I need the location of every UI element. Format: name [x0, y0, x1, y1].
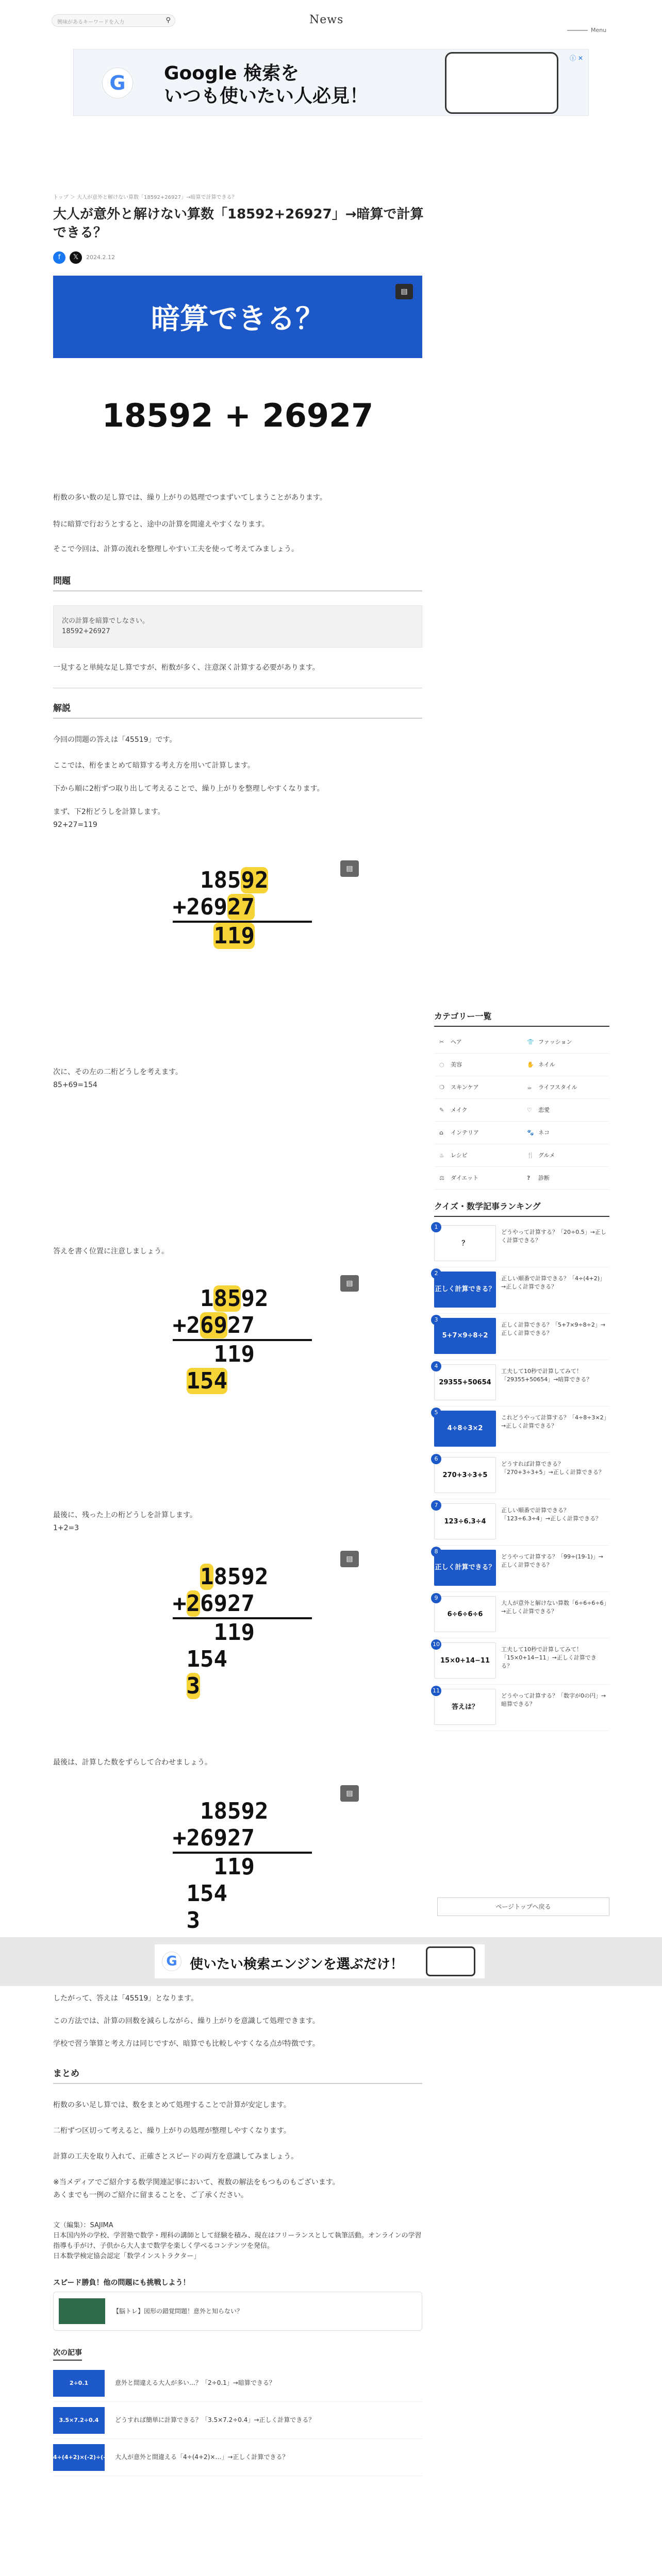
calc-row-r1: 119 — [213, 923, 255, 949]
calc-row-b: +26927 — [173, 894, 312, 923]
category-item[interactable] — [522, 1076, 609, 1099]
share-row — [53, 251, 119, 264]
ranking-title: クイズ・数学記事ランキング — [434, 1200, 609, 1217]
category-icon: ❍ — [439, 1084, 444, 1091]
rank-thumb: 5+7×9÷8÷2 — [434, 1318, 496, 1354]
calc-row-r2: 154 — [173, 1646, 227, 1672]
ranking-item[interactable] — [434, 1453, 609, 1499]
category-icon: ⚖ — [439, 1175, 444, 1181]
ad-line-2: いつも使いたい人必見！ — [164, 86, 369, 107]
calc-row-a: 18592 — [173, 867, 269, 893]
ranking-item[interactable] — [434, 1685, 609, 1731]
ranking-item[interactable] — [434, 1592, 609, 1638]
google-g-icon: G — [102, 67, 133, 98]
speed-title: スピード勝負！他の問題にも挑戦しよう！ — [53, 2279, 190, 2287]
category-icon: ⌂ — [439, 1129, 443, 1136]
facebook-icon[interactable]: f — [53, 251, 65, 264]
comment-icon[interactable]: ▤ — [340, 1785, 359, 1802]
page-title: 大人が意外と解けない算数「18592+26927」→暗算で計算できる？ — [53, 207, 424, 241]
ranking-item[interactable] — [434, 1267, 609, 1314]
calc-row-b: +26927 — [173, 1590, 312, 1619]
answer-4: まず、下2桁どうしを計算します。 — [53, 808, 165, 816]
category-item[interactable] — [434, 1122, 522, 1144]
category-item[interactable] — [522, 1031, 609, 1054]
summary-note-2: あくまでも一例のご紹介に留まることを、ご了承ください。 — [53, 2191, 248, 2199]
category-item[interactable] — [522, 1144, 609, 1167]
category-item[interactable] — [434, 1076, 522, 1099]
ranking-item[interactable] — [434, 1638, 609, 1685]
category-label: 美容 — [451, 1061, 462, 1068]
ranking-item[interactable] — [434, 1221, 609, 1267]
calc-row-r3: 3 — [186, 1673, 200, 1699]
calc-row-b: +26927 — [173, 1825, 312, 1854]
rank-text: 大人が意外と解けない算数「6÷6÷6÷6」→正しく計算できる？ — [501, 1600, 607, 1615]
breadcrumb[interactable]: トップ ＞ 大人が意外と解けない算数「18592+26927」→暗算で計算できる？ — [53, 195, 237, 200]
intro-2: 特に暗算で行おうとすると、途中の計算を間違えやすくなります。 — [53, 520, 269, 529]
answer-3: 下から順に2桁ずつ取り出して考えることで、繰り上がりを整理しやすくなります。 — [53, 785, 324, 793]
rank-thumb: 29355+50654 — [434, 1364, 496, 1400]
rank-text: これどうやって計算する？「4÷8÷3×2」→正しく計算できる？ — [501, 1414, 607, 1429]
speed-card[interactable] — [53, 2292, 422, 2331]
rank-thumb: 正しく計算できる？ — [434, 1550, 496, 1586]
problem-display: 18592 + 26927 — [102, 397, 374, 434]
rank-text: どうすれば計算できる？「270+3÷3+5」→正しく計算できる？ — [501, 1461, 604, 1476]
answer-5: 92+27=119 — [53, 821, 97, 829]
rank-text: どうやって計算する？「20÷0.5」→正しく計算できる？ — [501, 1229, 606, 1244]
rank-thumb: 270+3÷3+5 — [434, 1457, 496, 1493]
ad-headline: 使いたい検索エンジンを選ぶだけ！ — [190, 1957, 404, 1972]
step5: 最後は、計算した数をずらして合わせましょう。 — [53, 1758, 212, 1767]
column-calc-1 — [173, 867, 312, 950]
comment-icon[interactable]: ▤ — [340, 1275, 359, 1292]
category-label: ネイル — [538, 1061, 555, 1068]
hero-text: 暗算できる？ — [151, 302, 324, 336]
next-thumb: 4÷(4+2)×(-2)÷(-2) — [53, 2444, 105, 2471]
author-cert: 日本数学検定協会認定「数学インストラクター」 — [53, 2252, 201, 2260]
category-item[interactable] — [434, 1167, 522, 1190]
menu-button[interactable] — [567, 27, 606, 33]
comment-icon[interactable]: ▤ — [340, 860, 359, 877]
search-icon[interactable]: ⚲ — [166, 16, 171, 24]
intro-1: 桁数の多い数の足し算では、繰り上がりの処理でつまずいてしまうことがあります。 — [53, 494, 327, 502]
ad-info-icon[interactable]: ⓘ ✕ — [570, 55, 583, 62]
menu-label: Menu — [591, 27, 607, 33]
speed-card-text: 【脳トレ】図形の錯覚問題！意外と知らない？ — [113, 2308, 243, 2315]
hero-image — [53, 276, 422, 358]
rank-number: 11 — [431, 1686, 441, 1696]
publish-date: 2024.2.12 — [86, 254, 115, 261]
conclusion-1: したがって、答えは「45519」となります。 — [53, 1994, 198, 2003]
conclusion-3: 学校で習う筆算と考え方は同じですが、暗算でも比較しやすくなる点が特徴です。 — [53, 2040, 320, 2048]
category-icon: ✎ — [439, 1107, 444, 1113]
column-calc-3 — [173, 1564, 312, 1700]
next-item[interactable] — [53, 2439, 422, 2476]
category-label: 診断 — [538, 1175, 550, 1181]
category-icon: ☕ — [527, 1084, 532, 1091]
ranking-item[interactable] — [434, 1546, 609, 1592]
ranking-item[interactable] — [434, 1360, 609, 1406]
rank-text: どうやって計算する？「99÷(19-1)」→正しく計算できる？ — [501, 1553, 603, 1568]
category-icon: ✂ — [439, 1039, 444, 1045]
next-text: どうすれば簡単に計算できる？「3.5×7.2÷0.4」→正しく計算できる？ — [115, 2416, 315, 2424]
category-icon: ? — [527, 1175, 531, 1181]
site-logo[interactable]: News — [309, 13, 344, 26]
ranking-item[interactable] — [434, 1314, 609, 1360]
category-item[interactable] — [434, 1031, 522, 1054]
author-info — [53, 2221, 422, 2262]
next-item[interactable] — [53, 2402, 422, 2439]
ranking-item[interactable] — [434, 1499, 609, 1546]
search-input[interactable] — [52, 14, 175, 27]
ad-headline — [164, 62, 368, 108]
category-label: メイク — [451, 1107, 468, 1113]
rank-text: 工夫して10秒で計算してみて！「15×0+14−11」→正しく計算できる？ — [501, 1646, 597, 1669]
problem-expression: 18592+26927 — [62, 628, 110, 635]
category-label: ダイエット — [451, 1175, 479, 1181]
rank-number: 6 — [431, 1454, 441, 1464]
category-label: 恋愛 — [538, 1107, 550, 1113]
menu-icon — [567, 30, 588, 31]
calc-row-a: 18592 — [173, 1798, 269, 1824]
next-item[interactable] — [53, 2365, 422, 2402]
category-label: グルメ — [538, 1152, 555, 1159]
speed-thumb — [59, 2298, 105, 2324]
answer-2: ここでは、桁をまとめて暗算する考え方を用いて計算します。 — [53, 761, 255, 770]
category-icon: ♡ — [527, 1107, 532, 1113]
category-label: スキンケア — [451, 1084, 479, 1091]
author-bio: 日本国内外の学校、学習塾で数学・理科の講師として経験を積み、現在はフリーランスとして執筆活動。オンラインの学習指導も手がけ、子供から大人まで数学を楽しく学べるコンテンツを発信。 — [53, 2232, 422, 2250]
category-icon: 🐾 — [527, 1129, 534, 1136]
category-label: ヘア — [451, 1039, 462, 1045]
rank-text: 正しい順番で計算できる？「123÷6.3÷4」→正しく計算できる？ — [501, 1507, 602, 1522]
search-placeholder: 興味があるキーワードを入力 — [57, 20, 124, 25]
category-item[interactable] — [522, 1054, 609, 1076]
top-ad-banner[interactable] — [73, 49, 589, 116]
rank-number: 5 — [431, 1408, 441, 1418]
comment-icon[interactable]: ▤ — [340, 1551, 359, 1567]
rank-number: 9 — [431, 1593, 441, 1603]
column-calc-4 — [173, 1798, 312, 1934]
calc-row-r1: 119 — [173, 1341, 255, 1367]
heading-problem: 問題 — [53, 573, 422, 591]
calc-row-r1: 119 — [173, 1619, 255, 1646]
rank-thumb: 正しく計算できる？ — [434, 1272, 496, 1308]
rank-thumb: 123÷6.3÷4 — [434, 1503, 496, 1539]
category-label: ファッション — [538, 1039, 572, 1045]
category-icon: 👕 — [527, 1039, 534, 1045]
rank-text: どうやって計算する？「数字が0の円」→暗算できる？ — [501, 1692, 606, 1707]
category-label: ライフスタイル — [538, 1084, 577, 1091]
summary-note-1: ※当メディアでご紹介する数学関連記事において、複数の解法をもつものもございます。 — [53, 2178, 340, 2187]
rank-number: 2 — [431, 1268, 441, 1279]
comment-icon[interactable]: ▤ — [395, 284, 413, 299]
calc-row-a: 18592 — [200, 1564, 269, 1590]
author-name: 文（編集）：SAJIMA — [53, 2222, 113, 2229]
calc-row-r3: 3 — [173, 1907, 200, 1934]
next-thumb: 2÷0.1 — [53, 2370, 105, 2397]
column-calc-2 — [173, 1285, 312, 1395]
problem-box — [53, 605, 422, 648]
rank-thumb: 答えは？ — [434, 1689, 496, 1725]
rank-number: 3 — [431, 1315, 441, 1325]
category-label: ネコ — [538, 1129, 550, 1136]
category-icon: ♨ — [439, 1152, 444, 1159]
summary-2: 二桁ずつ区切って考えると、繰り上がりの処理が整理しやすくなります。 — [53, 2127, 291, 2135]
category-item[interactable] — [522, 1122, 609, 1144]
sidebar — [434, 1010, 609, 1731]
rank-text: 正しく計算できる？「5+7×9÷8÷2」→正しく計算できる？ — [501, 1321, 606, 1336]
category-label: インテリア — [451, 1129, 479, 1136]
calc-row-r1: 119 — [173, 1854, 255, 1880]
step4-1: 最後に、残った上の桁どうしを計算します。 — [53, 1511, 197, 1519]
ad-line-1: Google 検索を — [164, 63, 300, 84]
next-text: 意外と間違える大人が多い…？「2÷0.1」→暗算できる？ — [115, 2379, 275, 2386]
next-text: 大人が意外と間違える「4÷(4+2)×…」→正しく計算できる？ — [115, 2453, 289, 2461]
step3: 答えを書く位置に注意しましょう。 — [53, 1247, 169, 1256]
calc-row-b: +26927 — [173, 1312, 312, 1341]
rank-text: 工夫して10秒で計算してみて！「29355+50654」→暗算できる？ — [501, 1368, 592, 1383]
page-top-button[interactable]: ページトップへ戻る — [437, 1897, 609, 1916]
category-icon: ◌ — [439, 1061, 444, 1068]
ad-box[interactable] — [155, 1944, 485, 1978]
rank-thumb: 6÷6÷6÷6 — [434, 1596, 496, 1632]
next-thumb: 3.5×7.2÷0.4 — [53, 2407, 105, 2434]
problem-instruction: 次の計算を暗算でしなさい。 — [62, 617, 150, 625]
heading-answer: 解説 — [53, 701, 422, 719]
step2-2: 85+69=154 — [53, 1081, 97, 1089]
category-item[interactable] — [434, 1099, 522, 1122]
phone-image — [445, 52, 558, 114]
category-item[interactable] — [522, 1099, 609, 1122]
category-icon: 🍴 — [527, 1152, 534, 1159]
rank-number: 1 — [431, 1222, 441, 1232]
calc-row-r2: 154 — [186, 1368, 227, 1394]
intro-3: そこで今回は、計算の流れを整理しやすい工夫を使って考えてみましょう。 — [53, 545, 299, 553]
summary-1: 桁数の多い足し算では、数をまとめて処理することで計算が安定します。 — [53, 2101, 291, 2109]
phone-image — [426, 1946, 475, 1976]
category-grid — [434, 1031, 609, 1190]
rank-thumb: 4÷8÷3×2 — [434, 1411, 496, 1447]
category-item[interactable] — [434, 1144, 522, 1167]
rank-thumb: 15×0+14−11 — [434, 1642, 496, 1679]
category-icon: ✋ — [527, 1061, 534, 1068]
category-item[interactable] — [434, 1054, 522, 1076]
rank-text: 正しい順番で計算できる？「4÷(4+2)」→正しく計算できる？ — [501, 1275, 606, 1290]
answer-1: 今回の問題の答えは「45519」です。 — [53, 736, 177, 744]
rank-number: 8 — [431, 1547, 441, 1557]
calc-row-r2: 154 — [173, 1880, 227, 1907]
rank-number: 7 — [431, 1500, 441, 1511]
heading-summary: まとめ — [53, 2066, 422, 2084]
summary-3: 計算の工夫を取り入れて、正確さとスピードの両方を意識してみましょう。 — [53, 2153, 299, 2161]
google-g-icon: G — [162, 1952, 181, 1971]
rank-number: 10 — [431, 1639, 441, 1650]
rank-thumb: ？ — [434, 1225, 496, 1261]
step2-1: 次に、その左の二桁どうしを考えます。 — [53, 1068, 183, 1076]
next-title: 次の記事 — [53, 2347, 82, 2361]
category-title: カテゴリー一覧 — [434, 1010, 609, 1027]
step4-2: 1+2=3 — [53, 1524, 79, 1532]
conclusion-2: この方法では、計算の回数を減らしながら、繰り上がりを意識して処理できます。 — [53, 2017, 320, 2025]
ranking-list — [434, 1221, 609, 1731]
ranking-item[interactable] — [434, 1406, 609, 1453]
calc-row-a: 18592 — [173, 1285, 269, 1312]
category-item[interactable] — [522, 1167, 609, 1190]
x-icon[interactable]: 𝕏 — [70, 251, 82, 264]
rank-number: 4 — [431, 1361, 441, 1371]
after-problem: 一見すると単純な足し算ですが、桁数が多く、注意深く計算する必要があります。 — [53, 664, 320, 672]
category-label: レシピ — [451, 1152, 468, 1159]
bottom-ad-banner[interactable] — [0, 1937, 662, 1986]
